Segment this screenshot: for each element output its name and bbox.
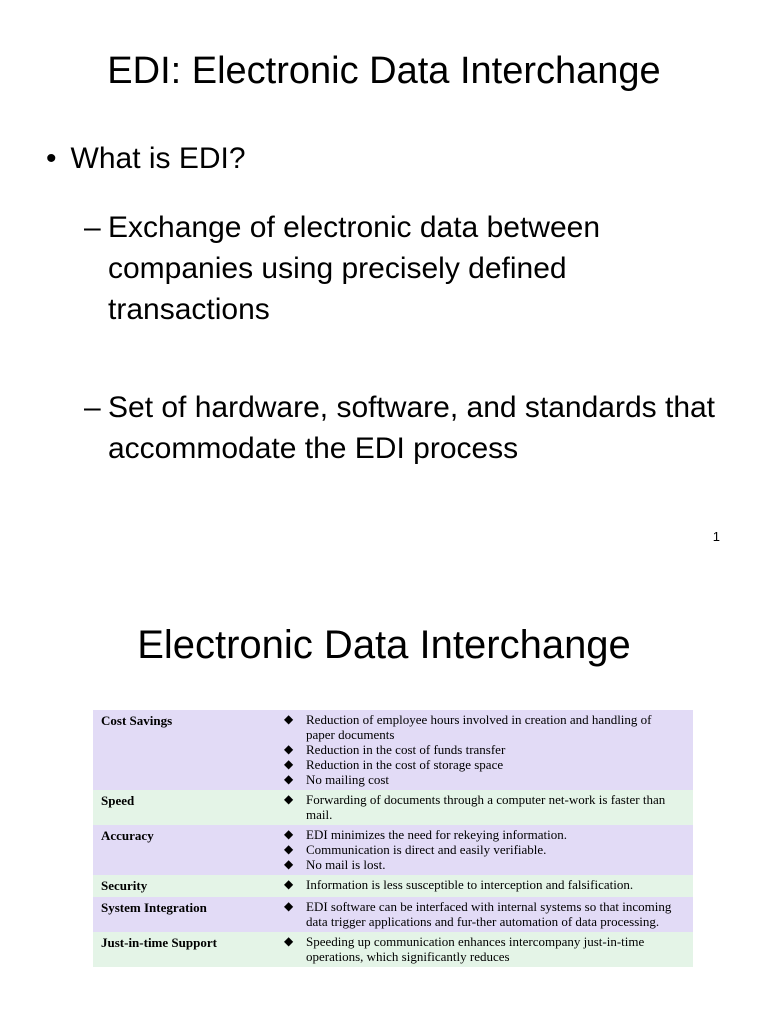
- bullet: [46, 142, 246, 176]
- diamond-bullet-icon: ◆: [284, 899, 294, 913]
- benefit-list: [284, 877, 693, 894]
- sub-bullet-text: Set of hardware, software, and standards that accommodate the EDI process: [108, 391, 716, 465]
- category-label: System Integration: [101, 900, 207, 915]
- benefit-list: [284, 827, 693, 872]
- diamond-bullet-icon: ◆: [284, 842, 294, 856]
- diamond-bullet-icon: ◆: [284, 757, 294, 771]
- table-row: [93, 897, 693, 932]
- list-item: [284, 827, 693, 842]
- bullet-marker: •: [46, 142, 57, 175]
- sub-bullet: [84, 207, 724, 330]
- diamond-bullet-icon: ◆: [284, 742, 294, 756]
- benefit-text: EDI software can be interfaced with internal systems so that incoming data trigger applications and fur-ther automation of data processing.: [306, 899, 672, 929]
- list-item: [284, 712, 693, 742]
- sub-bullet: [84, 387, 724, 469]
- diamond-bullet-icon: ◆: [284, 857, 294, 871]
- benefit-text: Reduction in the cost of storage space: [306, 757, 504, 772]
- benefit-list: [284, 934, 693, 964]
- list-item: [284, 772, 693, 787]
- category-label: Speed: [101, 793, 135, 808]
- list-item: [284, 792, 693, 822]
- category-label: Security: [101, 878, 148, 893]
- list-item: [284, 877, 693, 892]
- diamond-bullet-icon: ◆: [284, 827, 294, 841]
- diamond-bullet-icon: ◆: [284, 772, 294, 786]
- benefit-text: No mailing cost: [306, 772, 390, 787]
- benefit-text: Information is less susceptible to interception and falsification.: [306, 877, 634, 892]
- diamond-bullet-icon: ◆: [284, 792, 294, 806]
- slide-2: [0, 560, 768, 1024]
- diamond-bullet-icon: ◆: [284, 712, 294, 726]
- benefit-text: Speeding up communication enhances intercompany just-in-time operations, which significantly reduces: [306, 934, 645, 964]
- diamond-bullet-icon: ◆: [284, 877, 294, 891]
- list-item: [284, 857, 693, 872]
- category-label: Just-in-time Support: [101, 935, 217, 950]
- benefit-list: [284, 899, 693, 929]
- list-item: [284, 934, 693, 964]
- table-row: [93, 875, 693, 897]
- benefit-text: Communication is direct and easily verifiable.: [306, 842, 547, 857]
- dash-marker: –: [84, 391, 101, 424]
- benefits-table: [93, 710, 693, 967]
- benefit-list: [284, 792, 693, 822]
- dash-marker: –: [84, 211, 101, 244]
- list-item: [284, 842, 693, 857]
- category-label: Accuracy: [101, 828, 154, 843]
- table-row: [93, 825, 693, 875]
- bullet-text: What is EDI?: [70, 142, 246, 175]
- table-row: [93, 790, 693, 825]
- table-row: [93, 710, 693, 790]
- benefit-text: Reduction in the cost of funds transfer: [306, 742, 506, 757]
- page-number: 1: [712, 529, 720, 544]
- table-row: [93, 932, 693, 967]
- slide-title: EDI: Electronic Data Interchange: [107, 50, 661, 92]
- benefit-text: EDI minimizes the need for rekeying information.: [306, 827, 568, 842]
- benefit-text: Reduction of employee hours involved in creation and handling of paper documents: [306, 712, 652, 742]
- list-item: [284, 757, 693, 772]
- list-item: [284, 899, 693, 929]
- benefit-text: Forwarding of documents through a computer net-work is faster than mail.: [306, 792, 666, 822]
- list-item: [284, 742, 693, 757]
- benefit-list: [284, 712, 693, 787]
- category-label: Cost Savings: [101, 713, 173, 728]
- slide-title: Electronic Data Interchange: [137, 623, 631, 667]
- benefit-text: No mail is lost.: [306, 857, 386, 872]
- sub-bullet-text: Exchange of electronic data between companies using precisely defined transactions: [108, 211, 600, 326]
- diamond-bullet-icon: ◆: [284, 934, 294, 948]
